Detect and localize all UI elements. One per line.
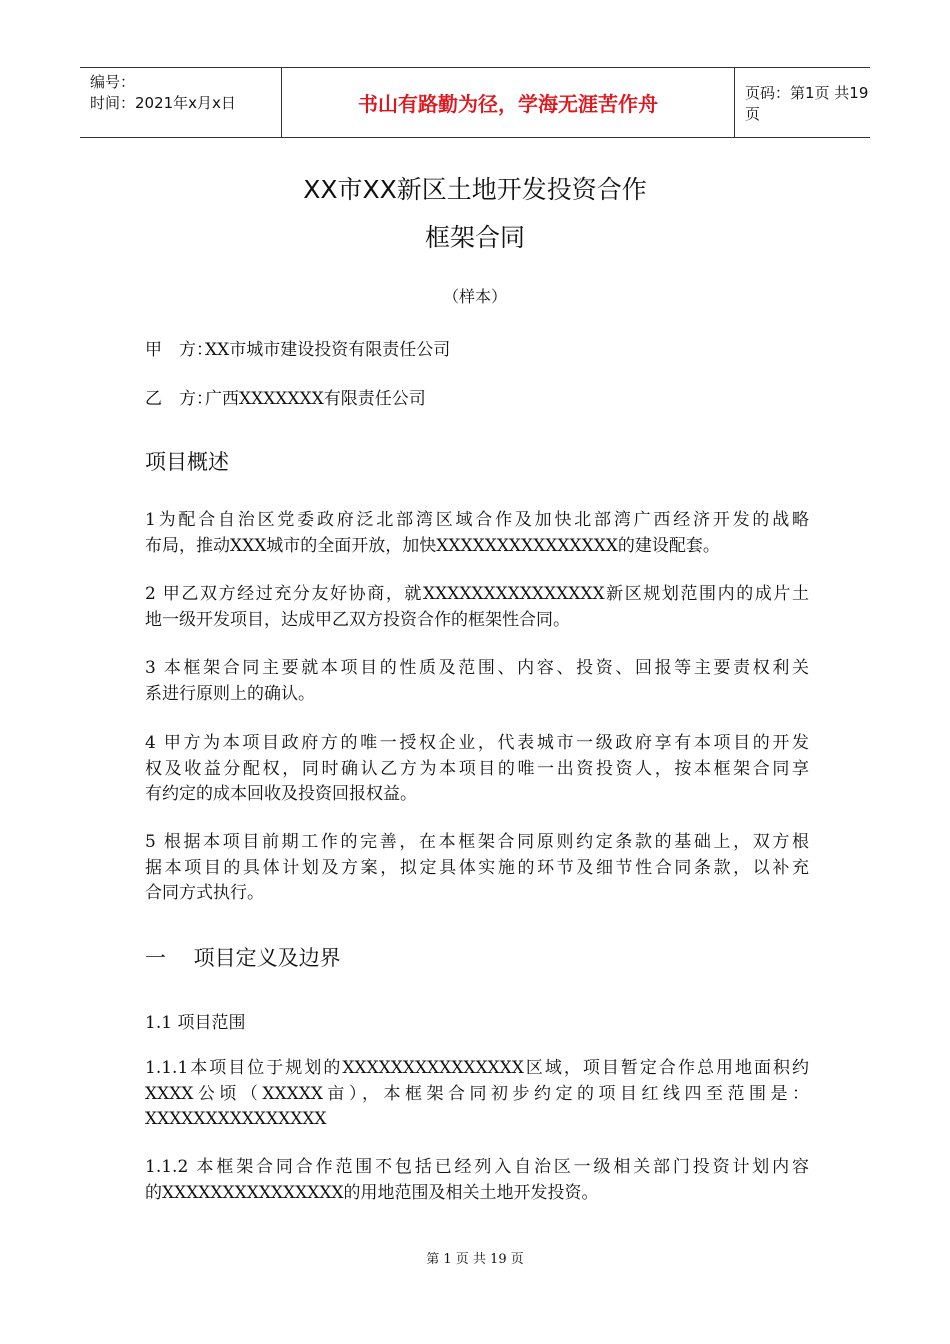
overview-paragraph-3 bbox=[145, 656, 809, 707]
party-b-label: 乙 方： bbox=[145, 389, 213, 409]
party-b-value: 广西XXXXXXX有限责任公司 bbox=[205, 389, 426, 409]
party-a-value: XX市城市建设投资有限责任公司 bbox=[205, 340, 451, 360]
text-line: 5 根据本项目前期工作的完善，在本框架合同原则约定条款的基础上，双方根 bbox=[145, 832, 809, 852]
text-line: 布局，推动XXX城市的全面开放，加快XXXXXXXXXXXXXXX的建设配套。 bbox=[145, 535, 720, 556]
time-label: 时间：2021年x月x日 bbox=[90, 94, 236, 112]
document-title-line2: 框架合同 bbox=[424, 223, 525, 252]
text-line: 3 本框架合同主要就本项目的性质及范围、内容、投资、回报等主要责权利关 bbox=[145, 658, 809, 678]
page-header bbox=[80, 67, 870, 138]
clause-1-1-2 bbox=[145, 1155, 809, 1206]
overview-paragraph-2 bbox=[145, 582, 809, 633]
text-line: 2 甲乙双方经过充分友好协商，就XXXXXXXXXXXXXXX新区规划范围内的成片土 bbox=[145, 584, 809, 604]
subsection-1-1: 1.1 项目范围 bbox=[145, 1013, 246, 1033]
party-a-label: 甲 方： bbox=[145, 340, 213, 360]
overview-heading: 项目概述 bbox=[145, 450, 229, 474]
text-line: 1为配合自治区党委政府泛北部湾区域合作及加快北部湾广西经济开发的战略 bbox=[145, 510, 809, 530]
text-line: XXXXXXXXXXXXXXX bbox=[145, 1109, 327, 1129]
clause-1-1-1 bbox=[145, 1056, 809, 1133]
header-motto: 书山有路勤为径，学海无涯苦作舟 bbox=[281, 68, 735, 137]
header-page-info: 页码：第1页 共19页 bbox=[745, 83, 869, 123]
text-line: 系进行原则上的确认。 bbox=[145, 683, 315, 704]
number-label: 编号： bbox=[90, 73, 136, 91]
text-line: XXXX公顷（XXXXX亩），本框架合同初步约定的项目红线四至范围是： bbox=[145, 1083, 809, 1104]
text-line: 1.1.2 本框架合同合作范围不包括已经列入自治区一级相关部门投资计划内容 bbox=[145, 1157, 809, 1177]
section-1-heading: 一 项目定义及边界 bbox=[145, 946, 341, 970]
text-line: 地一级开发项目，达成甲乙双方投资合作的框架性合同。 bbox=[145, 609, 570, 630]
text-line: 的XXXXXXXXXXXXXXX的用地范围及相关土地开发投资。 bbox=[145, 1182, 599, 1203]
overview-paragraph-1 bbox=[145, 508, 809, 559]
sample-note: （样本） bbox=[442, 287, 507, 306]
text-line: 有约定的成本回收及投资回报权益。 bbox=[145, 784, 417, 804]
text-line: 据本项目的具体计划及方案，拟定具体实施的环节及细节性合同条款，以补充 bbox=[145, 857, 809, 878]
overview-paragraph-4 bbox=[145, 731, 809, 808]
text-line: 合同方式执行。 bbox=[145, 883, 264, 903]
party-b bbox=[145, 384, 426, 409]
text-line: 权及收益分配权，同时确认乙方为本项目的唯一出资投资人，按本框架合同享 bbox=[145, 758, 809, 779]
text-line: 1.1.1本项目位于规划的XXXXXXXXXXXXXXX区域，项目暂定合作总用地面积约 bbox=[145, 1058, 809, 1078]
page-footer: 第 1 页 共 19 页 bbox=[426, 1252, 524, 1267]
document-title-line1: XX市XX新区土地开发投资合作 bbox=[303, 175, 647, 204]
header-meta bbox=[80, 68, 281, 137]
text-line: 4 甲方为本项目政府方的唯一授权企业，代表城市一级政府享有本项目的开发 bbox=[145, 733, 809, 753]
party-a bbox=[145, 335, 450, 360]
overview-paragraph-5 bbox=[145, 830, 809, 907]
